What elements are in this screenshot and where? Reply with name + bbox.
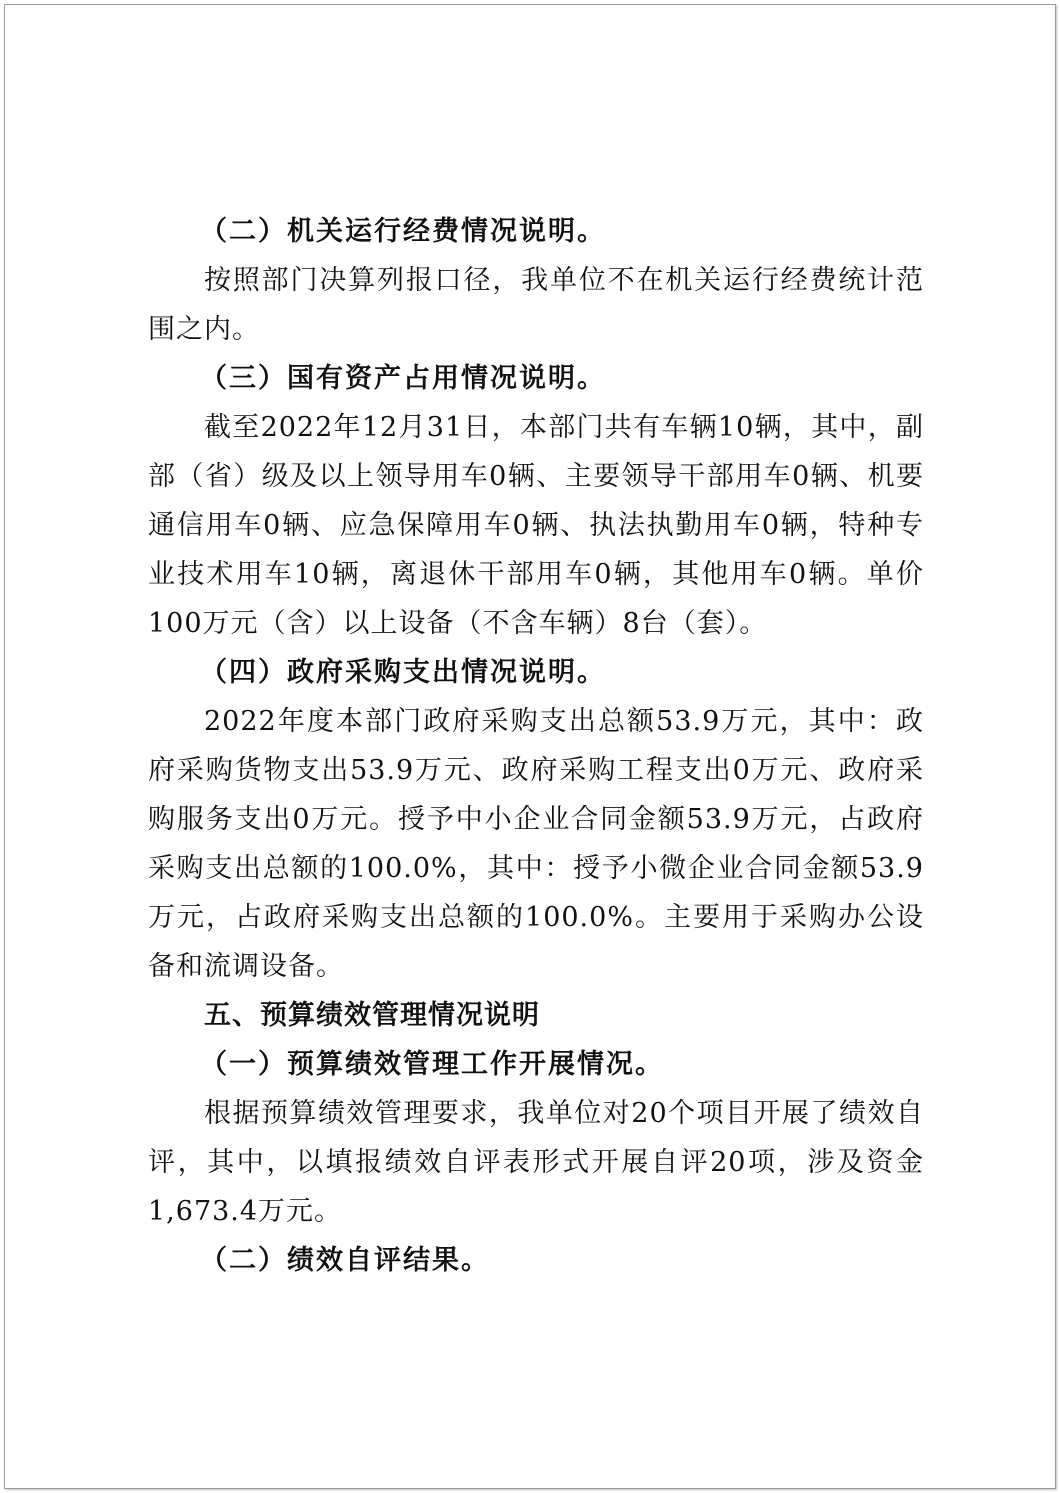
subheading-agency-operating-costs: （二）机关运行经费情况说明。 bbox=[200, 216, 606, 247]
subheading-self-evaluation-results: （二）绩效自评结果。 bbox=[200, 1245, 490, 1276]
document-body bbox=[148, 207, 924, 1285]
document-page bbox=[4, 4, 1056, 1489]
subheading-government-procurement: （四）政府采购支出情况说明。 bbox=[200, 657, 606, 688]
subheading-performance-work: （一）预算绩效管理工作开展情况。 bbox=[200, 1049, 664, 1080]
subheading-state-assets: （三）国有资产占用情况说明。 bbox=[200, 363, 606, 394]
paragraph-performance-work: 根据预算绩效管理要求，我单位对20个项目开展了绩效自评，其中，以填报绩效自评表形式开展自评20项，涉及资金1,673.4万元。 bbox=[148, 1098, 924, 1227]
paragraph-state-assets: 截至2022年12月31日，本部门共有车辆10辆，其中，副部（省）级及以上领导用车0辆、主要领导干部用车0辆、机要通信用车0辆、应急保障用车0辆、执法执勤用车0辆，特种专业技术用车10辆，离退休干部用车0辆，其他用车0辆。单价100万元（含）以上设备（不含车辆）8台（套）。 bbox=[148, 412, 924, 639]
paragraph-government-procurement: 2022年度本部门政府采购支出总额53.9万元，其中：政府采购货物支出53.9万元、政府采购工程支出0万元、政府采购服务支出0万元。授予中小企业合同金额53.9万元，占政府采购支出总额的100.0%，其中：授予小微企业合同金额53.9万元，占政府采购支出总额的100.0%。主要用于采购办公设备和流调设备。 bbox=[148, 706, 924, 982]
heading-budget-performance: 五、预算绩效管理情况说明 bbox=[204, 1000, 540, 1031]
paragraph-agency-operating-costs: 按照部门决算列报口径，我单位不在机关运行经费统计范围之内。 bbox=[148, 265, 924, 345]
